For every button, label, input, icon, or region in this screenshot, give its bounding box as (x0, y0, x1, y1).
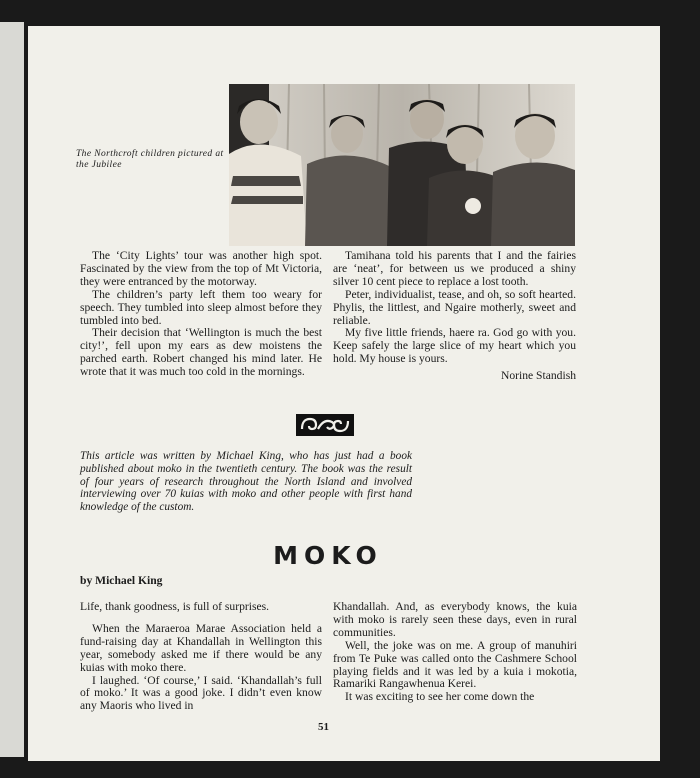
author-signature: Norine Standish (500, 369, 576, 383)
article-title: MOKO (273, 541, 383, 570)
article-intro-note: This article was written by Michael King, who has just had a book published about moko in the twentieth century. The book was the result of four years of research throughout the North Island and involved interviewing over 70 kuias with moko and other people with first hand knowledge of the custom. (80, 450, 412, 514)
story-column-1 (80, 250, 322, 379)
paragraph: Their decision that ‘Wellington is much the best city!’, fell upon my ears as dew moistens the parched earth. Robert changed his mind later. He wrote that it was much too cold in the mornings. (80, 326, 322, 379)
koru-ornament-graphic (296, 414, 354, 436)
photo-caption: The Northcroft children pictured at the Jubilee (76, 149, 224, 170)
paragraph: The children’s party left them too weary for speech. They tumbled into sleep almost before they tumbled into bed. (80, 287, 322, 327)
koru-ornament-icon (296, 414, 354, 436)
paragraph: Well, the joke was on me. A group of manuhiri from Te Puke was called onto the Cashmere School playing fields and it was led by a kuia i mokotia, Ramariki Rangawhenua Kerei. (333, 638, 577, 691)
article-column-1 (80, 601, 322, 713)
article-byline: by Michael King (80, 574, 163, 587)
paragraph: My five little friends, haere ra. God go with you. Keep safely the large slice of my heart which you hold. My house is yours. (333, 326, 576, 366)
story-column-2 (333, 250, 576, 383)
article-column-2 (333, 601, 577, 704)
paragraph: When the Maraeroa Marae Association held a fund-raising day at Khandallah in Wellington this year, somebody asked me if there would be any kuias with moko there. (80, 621, 322, 674)
paragraph: Life, thank goodness, is full of surprises. (80, 600, 270, 613)
paragraph: Khandallah. And, as everybody knows, the kuia with moko is rarely seen these days, even in rural communities. (333, 600, 577, 639)
paragraph: Tamihana told his parents that I and the fairies are ‘neat’, for between us we produced a shiny silver 10 cent piece to replace a lost tooth. (333, 249, 576, 288)
paragraph: It was exciting to see her come down the (345, 690, 535, 704)
paragraph: The ‘City Lights’ tour was another high spot. Fascinated by the view from the top of Mt Victoria, they were entranced by the motorway. (80, 249, 322, 288)
children-photo (229, 84, 575, 246)
paragraph: Peter, individualist, tease, and oh, so soft hearted. Phylis, the littlest, and Ngaire motherly, sweet and reliable. (333, 287, 576, 327)
magazine-page (28, 26, 660, 761)
page-number: 51 (318, 721, 329, 733)
paragraph: I laughed. ‘Of course,’ I said. ‘Khandallah’s full of moko.’ It was a good joke. I didn’t even know any Maoris who lived in (80, 673, 322, 713)
adjacent-page-edge (0, 22, 24, 757)
children-photo-image (229, 84, 575, 246)
